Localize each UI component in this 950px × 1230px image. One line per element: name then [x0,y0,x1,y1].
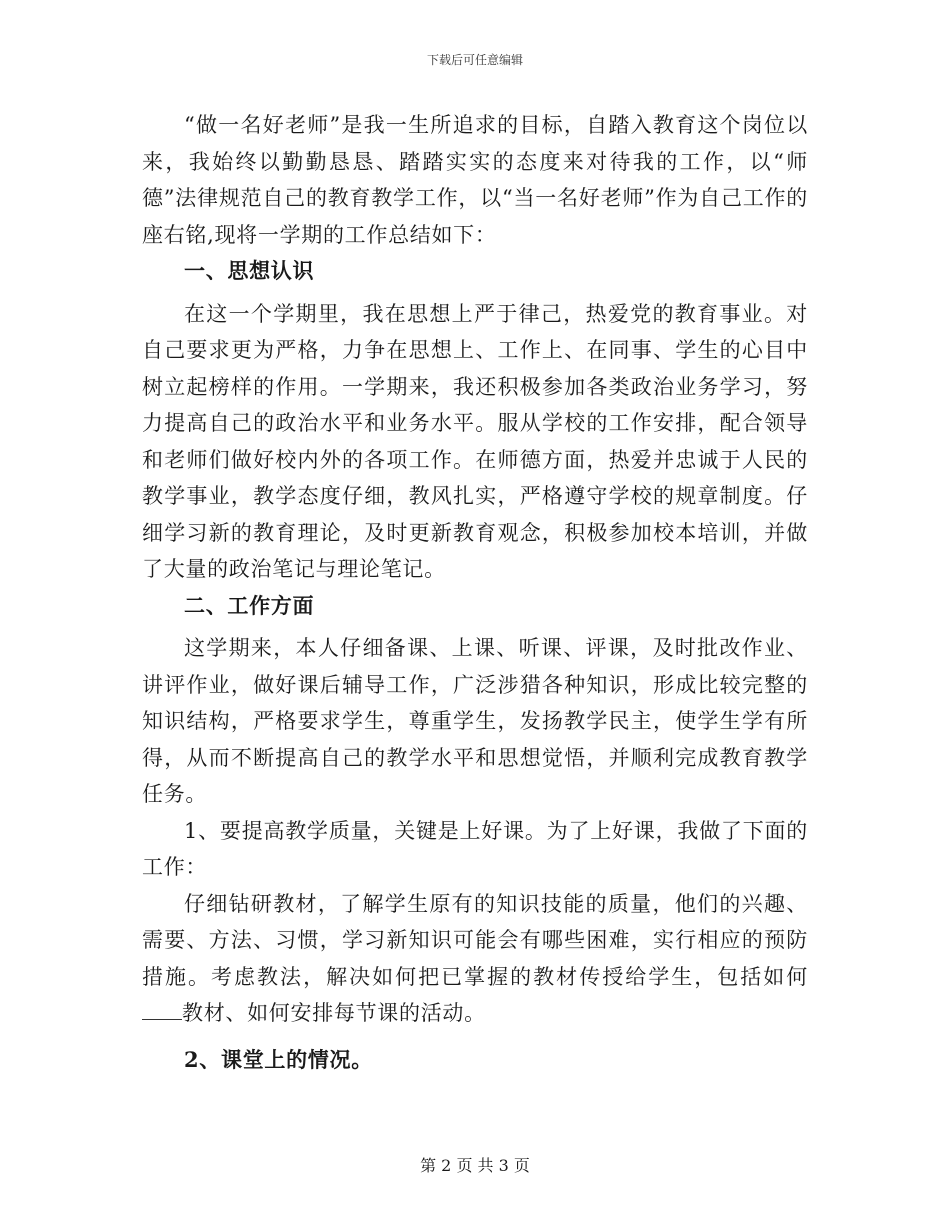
fill-in-blank-line [142,1001,182,1020]
intro-paragraph: “做一名好老师”是我一生所追求的目标，自踏入教育这个岗位以来，我始终以勤勤恳恳、踏踏实实的态度来对待我的工作，以“师德”法律规范自己的教育教学工作，以“当一名好老师”作为自己工作的座右铭,现将一学期的工作总结如下： [142,113,808,247]
item-one-body [142,886,808,1032]
page-header-note: 下载后可任意编辑 [426,53,523,67]
section-body-work: 这学期来，本人仔细备课、上课、听课、评课，及时批改作业、讲评作业，做好课后辅导工作，广泛涉猎各种知识，形成比较完整的知识结构，严格要求学生，尊重学生，发扬教学民主，使学生学有所得，从而不断提高自己的教学水平和思想觉悟，并顺利完成教育教学任务。 [142,636,808,806]
item-two-heading: 2、课堂上的情况。 [184,1046,373,1072]
document-body [142,107,808,1078]
item-one-body-text-end: 教材、如何安排每节课的活动。 [182,1001,486,1025]
item-one-heading: 1、要提高教学质量，关键是上好课。为了上好课，我做了下面的工作： [142,818,808,879]
section-heading-ideology: 一、思想认识 [184,258,315,283]
section-body-ideology: 在这一个学期里，我在思想上严于律己，热爱党的教育事业。对自己要求更为严格，力争在思想上、工作上、在同事、学生的心目中树立起榜样的作用。一学期来，我还积极参加各类政治业务学习，努力提高自己的政治水平和业务水平。服从学校的工作安排，配合领导和老师们做好校内外的各项工作。在师德方面，热爱并忠诚于人民的教学事业，教学态度仔细，教风扎实，严格遵守学校的规章制度。仔细学习新的教育理论，及时更新教育观念，积极参加校本培训，并做了大量的政治笔记与理论笔记。 [142,301,808,581]
section-heading-work: 二、工作方面 [184,592,315,618]
item-one-body-text: 仔细钻研教材，了解学生原有的知识技能的质量，他们的兴趣、需要、方法、习惯，学习新知识可能会有哪些困难，实行相应的预防措施。考虑教法，解决如何把已掌握的教材传授给学生，包括如何 [142,891,808,989]
page-number-indicator: 第 2 页 共 3 页 [420,1156,530,1175]
